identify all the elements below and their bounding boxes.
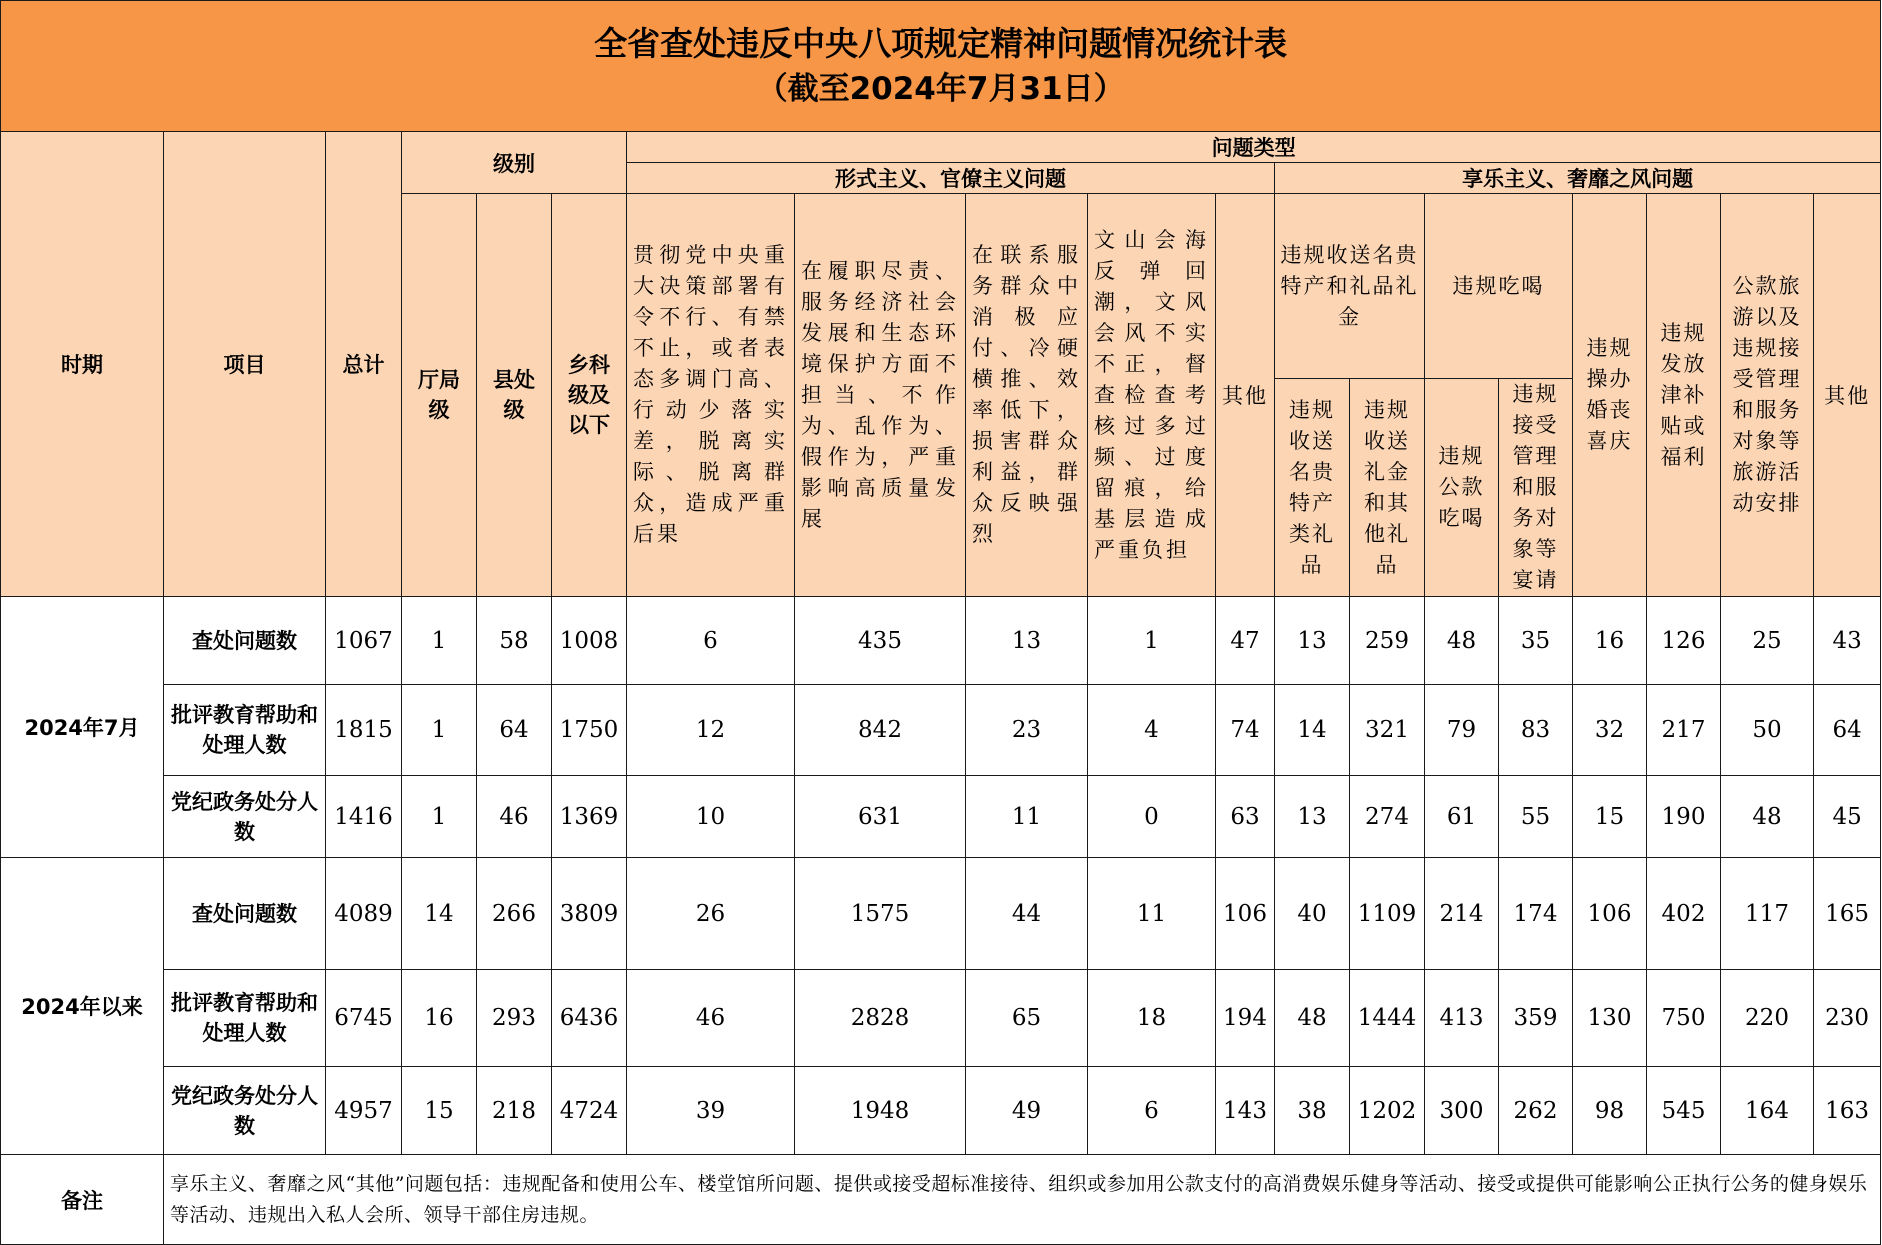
header-formalism-duty: 在履职尽责、服务经济社会发展和生态环境保护方面不担当、不作为、乱作为、假作为，严重影响高质量发展	[795, 194, 966, 597]
cell-level-xian: 64	[477, 685, 552, 776]
header-weddings-funerals: 违规操办婚丧喜庆	[1573, 194, 1647, 597]
period-label: 2024年7月	[1, 597, 164, 858]
header-dining-banquet: 违规接受管理和服务对象等宴请	[1499, 379, 1573, 597]
cell-travel: 117	[1721, 858, 1814, 970]
cell-gifts-money: 1202	[1350, 1067, 1425, 1155]
cell-weddings-funerals: 15	[1573, 776, 1647, 858]
header-allowances: 违规发放津补贴或福利	[1647, 194, 1721, 597]
cell-formalism-meetings: 6	[1088, 1067, 1216, 1155]
cell-hedonism-other: 163	[1814, 1067, 1881, 1155]
cell-hedonism-other: 45	[1814, 776, 1881, 858]
cell-gifts-specialty: 14	[1275, 685, 1350, 776]
cell-total: 1815	[326, 685, 402, 776]
table-title: 全省查处违反中央八项规定精神问题情况统计表	[594, 24, 1288, 63]
cell-dining-banquet: 359	[1499, 970, 1573, 1067]
cell-formalism-decision: 6	[627, 597, 795, 685]
cell-dining-banquet: 83	[1499, 685, 1573, 776]
row-label: 党纪政务处分人数	[164, 776, 326, 858]
cell-travel: 50	[1721, 685, 1814, 776]
title-banner	[1, 1, 1881, 132]
cell-level-xiang: 1750	[552, 685, 627, 776]
cell-gifts-specialty: 48	[1275, 970, 1350, 1067]
cell-allowances: 190	[1647, 776, 1721, 858]
header-level-group: 级别	[402, 132, 627, 194]
cell-gifts-money: 1444	[1350, 970, 1425, 1067]
header-problem-type: 问题类型	[627, 132, 1881, 163]
header-hedonism-other: 其他	[1814, 194, 1881, 597]
cell-level-xian: 58	[477, 597, 552, 685]
table-row	[1, 1067, 1881, 1155]
cell-gifts-specialty: 40	[1275, 858, 1350, 970]
cell-total: 1416	[326, 776, 402, 858]
cell-gifts-specialty: 13	[1275, 597, 1350, 685]
header-formalism-decision: 贯彻党中央重大决策部署有令不行、有禁不止，或者表态多调门高、行动少落实差，脱离实际、脱离群众，造成严重后果	[627, 194, 795, 597]
cell-formalism-other: 74	[1216, 685, 1275, 776]
cell-weddings-funerals: 106	[1573, 858, 1647, 970]
cell-formalism-service: 11	[966, 776, 1088, 858]
row-label: 党纪政务处分人数	[164, 1067, 326, 1155]
header-gifts-specialty: 违规收送名贵特产类礼品	[1275, 379, 1350, 597]
cell-weddings-funerals: 32	[1573, 685, 1647, 776]
cell-level-xian: 293	[477, 970, 552, 1067]
cell-formalism-meetings: 0	[1088, 776, 1216, 858]
cell-formalism-decision: 39	[627, 1067, 795, 1155]
cell-formalism-other: 106	[1216, 858, 1275, 970]
cell-dining-public: 61	[1425, 776, 1499, 858]
cell-total: 1067	[326, 597, 402, 685]
cell-dining-public: 48	[1425, 597, 1499, 685]
table-row	[1, 685, 1881, 776]
cell-hedonism-other: 64	[1814, 685, 1881, 776]
header-total: 总计	[326, 132, 402, 597]
note-label: 备注	[1, 1155, 164, 1245]
cell-formalism-duty: 1575	[795, 858, 966, 970]
cell-formalism-duty: 435	[795, 597, 966, 685]
note-text: 享乐主义、奢靡之风“其他”问题包括：违规配备和使用公车、楼堂馆所问题、提供或接受超标准接待、组织或参加用公款支付的高消费娱乐健身等活动、接受或提供可能影响公正执行公务的健身娱乐等活动、违规出入私人会所、领导干部住房违规。	[164, 1155, 1881, 1245]
cell-formalism-service: 65	[966, 970, 1088, 1067]
cell-formalism-other: 63	[1216, 776, 1275, 858]
header-dining-public: 违规公款吃喝	[1425, 379, 1499, 597]
cell-level-xiang: 1369	[552, 776, 627, 858]
cell-dining-public: 413	[1425, 970, 1499, 1067]
cell-allowances: 126	[1647, 597, 1721, 685]
cell-formalism-service: 23	[966, 685, 1088, 776]
cell-formalism-duty: 631	[795, 776, 966, 858]
cell-formalism-decision: 26	[627, 858, 795, 970]
header-level-xian: 县处级	[477, 194, 552, 597]
cell-formalism-meetings: 18	[1088, 970, 1216, 1067]
cell-travel: 25	[1721, 597, 1814, 685]
table-row	[1, 970, 1881, 1067]
cell-hedonism-other: 230	[1814, 970, 1881, 1067]
cell-allowances: 750	[1647, 970, 1721, 1067]
cell-weddings-funerals: 130	[1573, 970, 1647, 1067]
cell-allowances: 545	[1647, 1067, 1721, 1155]
cell-formalism-duty: 2828	[795, 970, 966, 1067]
cell-formalism-duty: 1948	[795, 1067, 966, 1155]
cell-level-ting: 1	[402, 776, 477, 858]
row-label: 查处问题数	[164, 597, 326, 685]
row-label: 批评教育帮助和处理人数	[164, 970, 326, 1067]
header-level-ting: 厅局级	[402, 194, 477, 597]
header-gifts-group: 违规收送名贵特产和礼品礼金	[1275, 194, 1425, 379]
cell-level-ting: 1	[402, 597, 477, 685]
header-period: 时期	[1, 132, 164, 597]
header-formalism-service: 在联系服务群众中消极应付、冷硬横推、效率低下，损害群众利益，群众反映强烈	[966, 194, 1088, 597]
header-formalism-group: 形式主义、官僚主义问题	[627, 163, 1275, 194]
period-label: 2024年以来	[1, 858, 164, 1155]
cell-level-xian: 266	[477, 858, 552, 970]
header-item: 项目	[164, 132, 326, 597]
cell-formalism-other: 194	[1216, 970, 1275, 1067]
cell-dining-banquet: 262	[1499, 1067, 1573, 1155]
cell-level-ting: 16	[402, 970, 477, 1067]
cell-formalism-service: 44	[966, 858, 1088, 970]
cell-level-xiang: 3809	[552, 858, 627, 970]
cell-level-xian: 218	[477, 1067, 552, 1155]
header-gifts-money: 违规收送礼金和其他礼品	[1350, 379, 1425, 597]
cell-gifts-money: 259	[1350, 597, 1425, 685]
cell-allowances: 402	[1647, 858, 1721, 970]
cell-formalism-meetings: 1	[1088, 597, 1216, 685]
header-travel: 公款旅游以及违规接受管理和服务对象等旅游活动安排	[1721, 194, 1814, 597]
header-formalism-other: 其他	[1216, 194, 1275, 597]
table-row	[1, 597, 1881, 685]
cell-gifts-money: 1109	[1350, 858, 1425, 970]
cell-total: 4089	[326, 858, 402, 970]
cell-level-ting: 1	[402, 685, 477, 776]
cell-level-xiang: 4724	[552, 1067, 627, 1155]
header-hedonism-group: 享乐主义、奢靡之风问题	[1275, 163, 1881, 194]
cell-allowances: 217	[1647, 685, 1721, 776]
header-dining-group: 违规吃喝	[1425, 194, 1573, 379]
table-row	[1, 858, 1881, 970]
cell-level-ting: 14	[402, 858, 477, 970]
cell-dining-banquet: 55	[1499, 776, 1573, 858]
cell-level-ting: 15	[402, 1067, 477, 1155]
header-level-xiang: 乡科级及以下	[552, 194, 627, 597]
cell-dining-public: 300	[1425, 1067, 1499, 1155]
table-subtitle: （截至2024年7月31日）	[756, 71, 1125, 107]
cell-weddings-funerals: 16	[1573, 597, 1647, 685]
cell-hedonism-other: 165	[1814, 858, 1881, 970]
header-formalism-meetings: 文山会海反弹回潮，文风会风不实不正，督查检查考核过多过频、过度留痕，给基层造成严重负担	[1088, 194, 1216, 597]
cell-level-xian: 46	[477, 776, 552, 858]
cell-gifts-money: 321	[1350, 685, 1425, 776]
cell-formalism-service: 49	[966, 1067, 1088, 1155]
cell-formalism-decision: 10	[627, 776, 795, 858]
cell-formalism-service: 13	[966, 597, 1088, 685]
cell-formalism-decision: 12	[627, 685, 795, 776]
cell-travel: 220	[1721, 970, 1814, 1067]
cell-gifts-specialty: 38	[1275, 1067, 1350, 1155]
cell-gifts-specialty: 13	[1275, 776, 1350, 858]
note-row	[1, 1155, 1881, 1245]
cell-formalism-other: 143	[1216, 1067, 1275, 1155]
cell-total: 4957	[326, 1067, 402, 1155]
cell-formalism-meetings: 4	[1088, 685, 1216, 776]
cell-travel: 48	[1721, 776, 1814, 858]
cell-formalism-duty: 842	[795, 685, 966, 776]
cell-dining-public: 214	[1425, 858, 1499, 970]
table-row	[1, 776, 1881, 858]
cell-formalism-meetings: 11	[1088, 858, 1216, 970]
cell-dining-banquet: 35	[1499, 597, 1573, 685]
cell-gifts-money: 274	[1350, 776, 1425, 858]
cell-weddings-funerals: 98	[1573, 1067, 1647, 1155]
cell-total: 6745	[326, 970, 402, 1067]
cell-hedonism-other: 43	[1814, 597, 1881, 685]
cell-level-xiang: 1008	[552, 597, 627, 685]
row-label: 批评教育帮助和处理人数	[164, 685, 326, 776]
cell-travel: 164	[1721, 1067, 1814, 1155]
cell-dining-banquet: 174	[1499, 858, 1573, 970]
cell-formalism-decision: 46	[627, 970, 795, 1067]
row-label: 查处问题数	[164, 858, 326, 970]
cell-level-xiang: 6436	[552, 970, 627, 1067]
cell-formalism-other: 47	[1216, 597, 1275, 685]
cell-dining-public: 79	[1425, 685, 1499, 776]
